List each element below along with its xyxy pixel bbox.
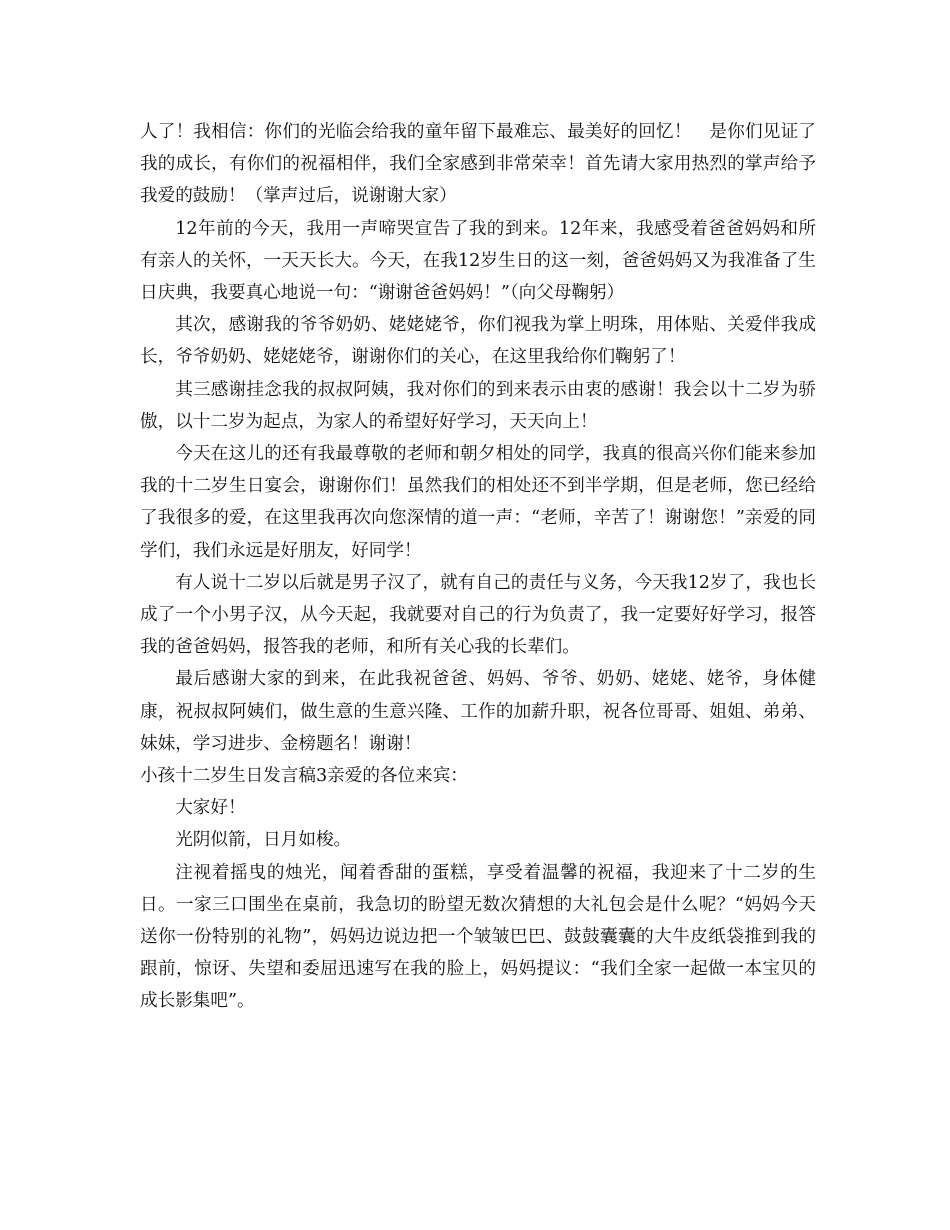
section-heading: 小孩十二岁生日发言稿3亲爱的各位来宾： (140, 766, 468, 787)
paragraph-closing-wishes: 最后感谢大家的到来，在此我祝爸爸、妈妈、爷爷、奶奶、姥姥、姥爷，身体健康，祝叔叔阿姨们，做生意的生意兴隆、工作的加薪升职，祝各位哥哥、姐姐、弟弟、妹妹，学习进步、金榜题名！谢谢！ (140, 669, 816, 754)
paragraph-thanks-grandparents: 其次，感谢我的爷爷奶奶、姥姥姥爷，你们视我为掌上明珠，用体贴、关爱伴我成长，爷爷奶奶、姥姥姥爷，谢谢你们的关心，在这里我给你们鞠躬了！ (140, 315, 816, 368)
paragraph-time-flies: 光阴似箭，日月如梭。 (175, 830, 352, 851)
paragraph-greeting: 大家好！ (175, 798, 246, 819)
paragraph-birthday-story: 注视着摇曳的烛光，闻着香甜的蛋糕，享受着温馨的祝福，我迎来了十二岁的生日。一家三口围坐在桌前，我急切的盼望无数次猜想的大礼包会是什么呢？“妈妈今天送你一份特别的礼物”，妈妈边说边把一个皱皱巴巴、鼓鼓囊囊的大牛皮纸袋推到我的跟前，惊讶、失望和委屈迅速写在我的脸上，妈妈提议：“我们全家一起做一本宝贝的成长影集吧”。 (140, 862, 816, 1012)
paragraph-thanks-parents: 12年前的今天，我用一声啼哭宣告了我的到来。12年来，我感受着爸爸妈妈和所有亲人的关怀，一天天长大。今天，在我12岁生日的这一刻，爸爸妈妈又为我准备了生日庆典，我要真心地说一句：“谢谢爸爸妈妈！”（向父母鞠躬） (140, 218, 816, 304)
paragraph-responsibility: 有人说十二岁以后就是男子汉了，就有自己的责任与义务，今天我12岁了，我也长成了一个小男子汉，从今天起，我就要对自己的行为负责了，我一定要好好学习，报答我的爸爸妈妈，报答我的老师，和所有关心我的长辈们。 (140, 572, 816, 658)
paragraph-thanks-guests: 人了！我相信：你们的光临会给我的童年留下最难忘、最美好的回忆！ 是你们见证了我的成长，有你们的祝福相伴，我们全家感到非常荣幸！首先请大家用热烈的掌声给予我爱的鼓励！（掌声过后，说谢谢大家） (140, 122, 816, 207)
paragraph-thanks-relatives: 其三感谢挂念我的叔叔阿姨，我对你们的到来表示由衷的感谢！我会以十二岁为骄傲，以十二岁为起点，为家人的希望好好学习，天天向上！ (140, 379, 816, 432)
paragraph-thanks-teachers: 今天在这儿的还有我最尊敬的老师和朝夕相处的同学，我真的很高兴你们能来参加我的十二岁生日宴会，谢谢你们！虽然我们的相处还不到半学期，但是老师，您已经给了我很多的爱，在这里我再次向您深情的道一声：“老师，辛苦了！谢谢您！”亲爱的同学们，我们永远是好朋友，好同学！ (140, 444, 816, 561)
document-body (140, 116, 816, 1018)
